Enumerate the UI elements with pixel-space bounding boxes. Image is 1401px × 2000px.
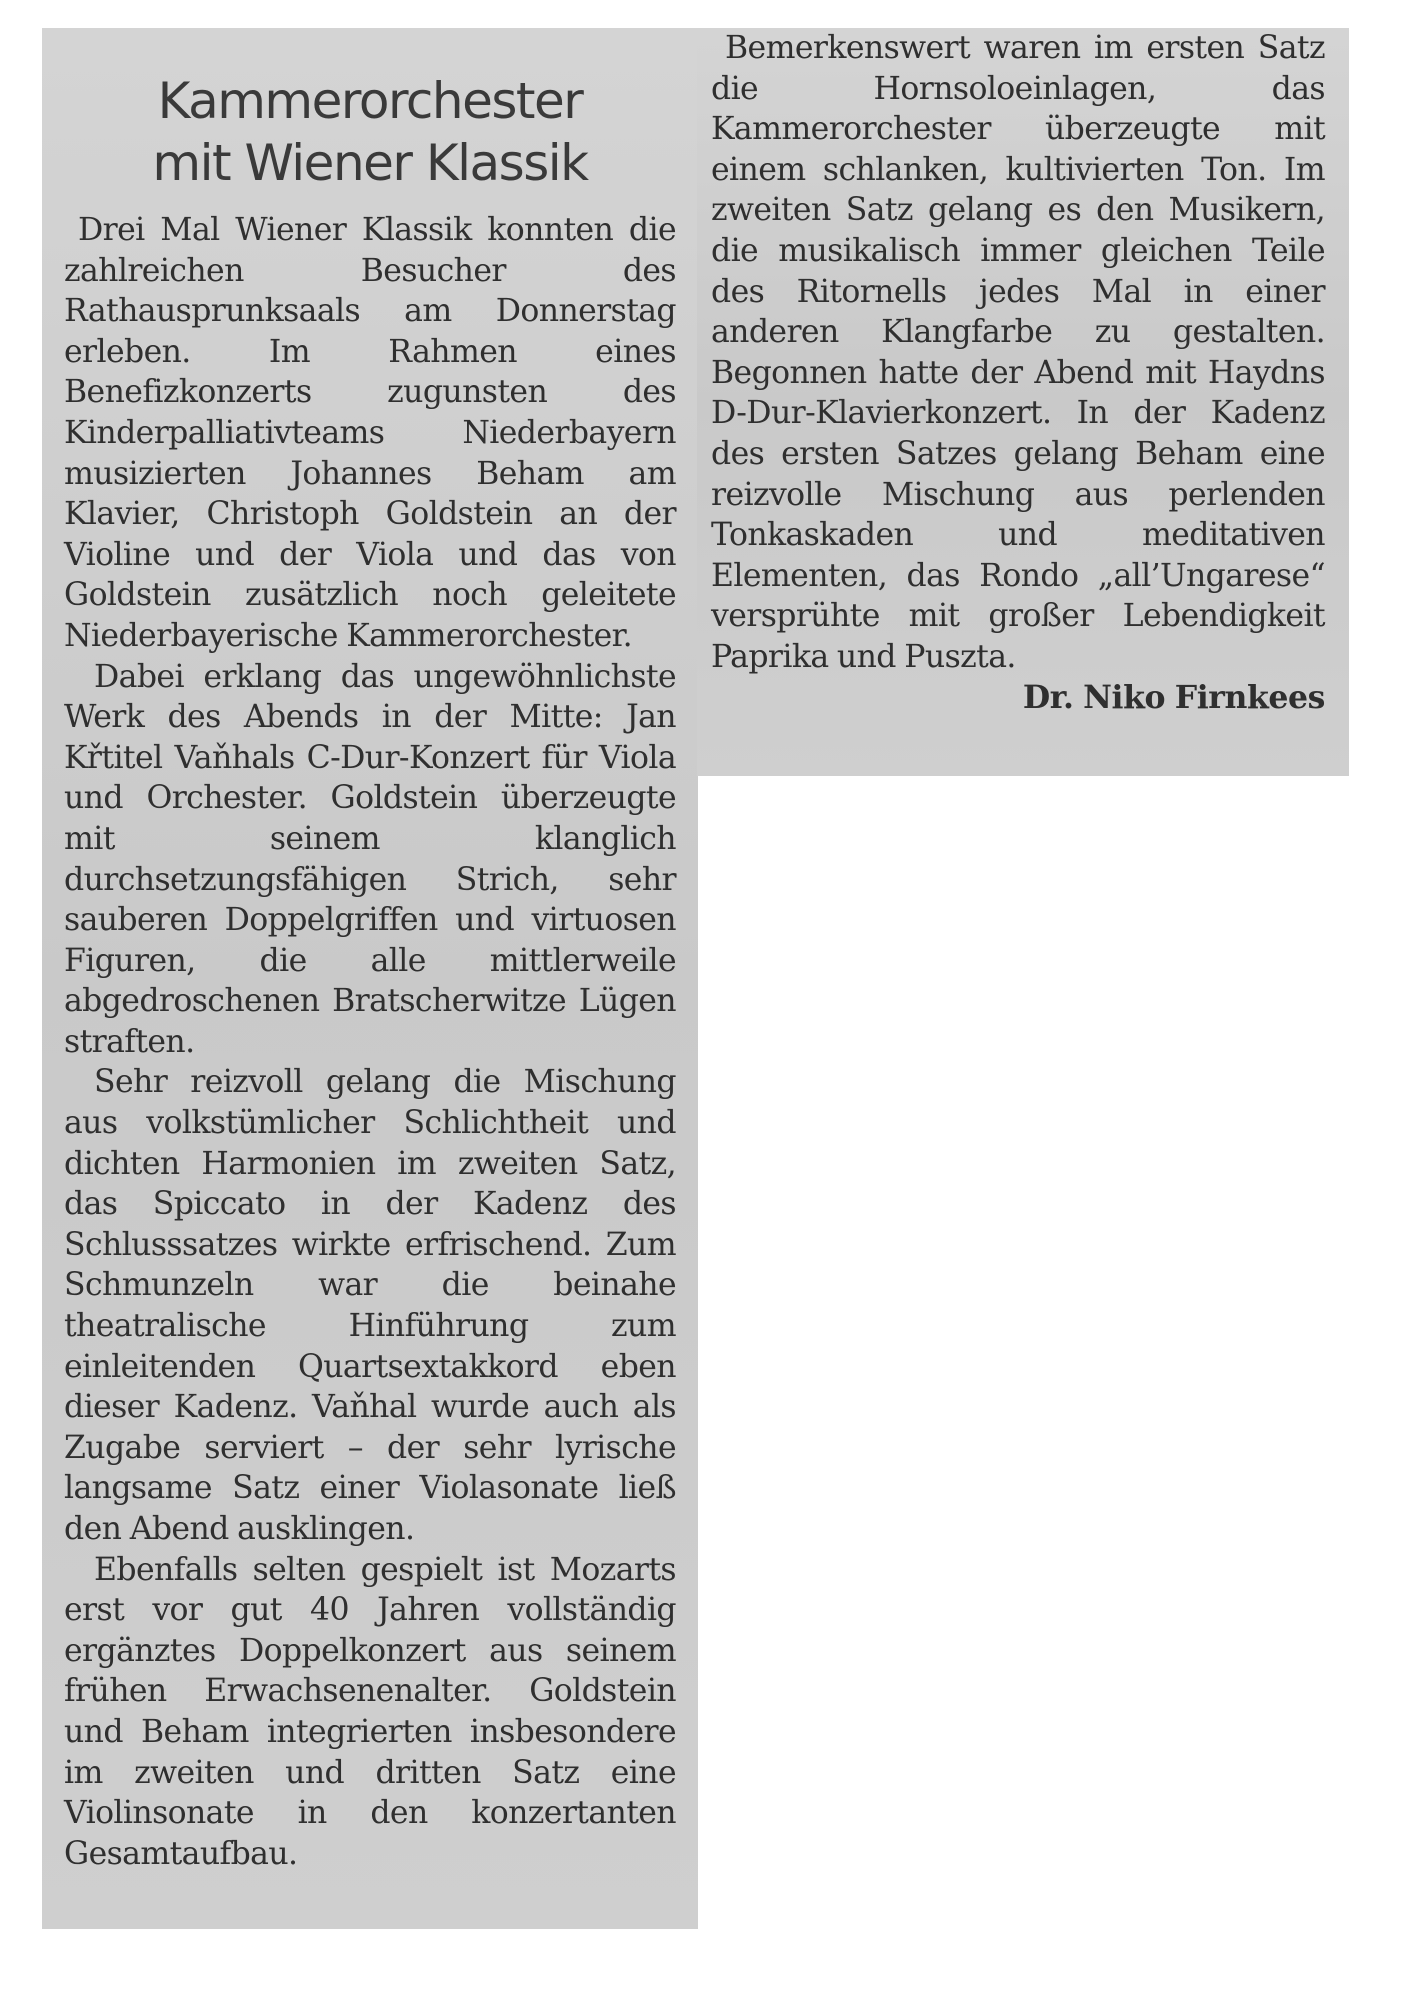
article-body-right xyxy=(711,28,1325,718)
signature-line xyxy=(711,678,1325,719)
headline-line-1: Kammerorchester xyxy=(157,72,583,130)
paragraph-3: Sehr reizvoll gelang die Mischung aus volkstümlicher Schlichtheit und dichten Harmonien im zweiten Satz, das Spiccato in der Kadenz des Schlusssatzes wirkte erfrischend. Zum Schmunzeln war die beinahe theatralische Hinführung zum einleitenden Quartsextakkord eben dieser Kadenz. Vaňhal wurde auch als Zugabe serviert – der sehr lyrische langsame Satz einer Violasonate ließ den Abend ausklingen. xyxy=(64,1064,676,1547)
paragraph-continuation: Bemerkenswert waren im ersten Satz die Hornsoloeinlagen, das Kammerorchester überzeugte mit einem schlanken, kultivierten Ton. Im zweiten Satz gelang es den Musikern, die musikalisch immer gleichen Teile des Ritornells jedes Mal in einer anderen Klangfarbe zu gestalten. Begonnen hatte der Abend mit Haydns D-Dur-Klavierkonzert. In der Kadenz des ersten Satzes gelang Beham eine reizvolle Mischung aus perlenden Tonkaskaden und meditativen Elementen, das Rondo „all’Ungarese“ versprühte mit großer Lebendigkeit Paprika und Puszta. xyxy=(711,30,1325,675)
article-headline xyxy=(64,70,676,194)
paragraph-4: Ebenfalls selten gespielt ist Mozarts erst vor gut 40 Jahren vollständig ergänztes Doppelkonzert aus seinem frühen Erwachsenenalter. Goldstein und Beham integrierten insbesondere im zweiten und dritten Satz eine Violinsonate in den konzertanten Gesamtaufbau. xyxy=(64,1551,676,1872)
newspaper-clipping-left-column xyxy=(42,28,698,1929)
paragraph-2: Dabei erklang das ungewöhnlichste Werk des Abends in der Mitte: Jan Křtitel Vaňhals C-Dur-Konzert für Viola und Orchester. Goldstein überzeugte mit seinem klanglich durchsetzungsfähigen Strich, sehr sauberen Doppelgriffen und virtuosen Figuren, die alle mittlerweile abgedroschenen Bratscherwitze Lügen straften. xyxy=(64,658,676,1060)
author-byline: Dr. Niko Firnkees xyxy=(1022,678,1325,716)
paragraph-1: Drei Mal Wiener Klassik konnten die zahlreichen Besucher des Rathausprunksaals am Donnerstag erleben. Im Rahmen eines Benefizkonzerts zugunsten des Kinderpalliativteams Niederbayern musizierten Johannes Beham am Klavier, Christoph Goldstein an der Violine und der Viola und das von Goldstein zusätzlich noch geleitete Niederbayerische Kammerorchester. xyxy=(64,212,676,654)
newspaper-clipping-right-column xyxy=(697,28,1349,776)
article-body-left xyxy=(64,210,676,1874)
headline-line-2: mit Wiener Klassik xyxy=(152,134,588,192)
